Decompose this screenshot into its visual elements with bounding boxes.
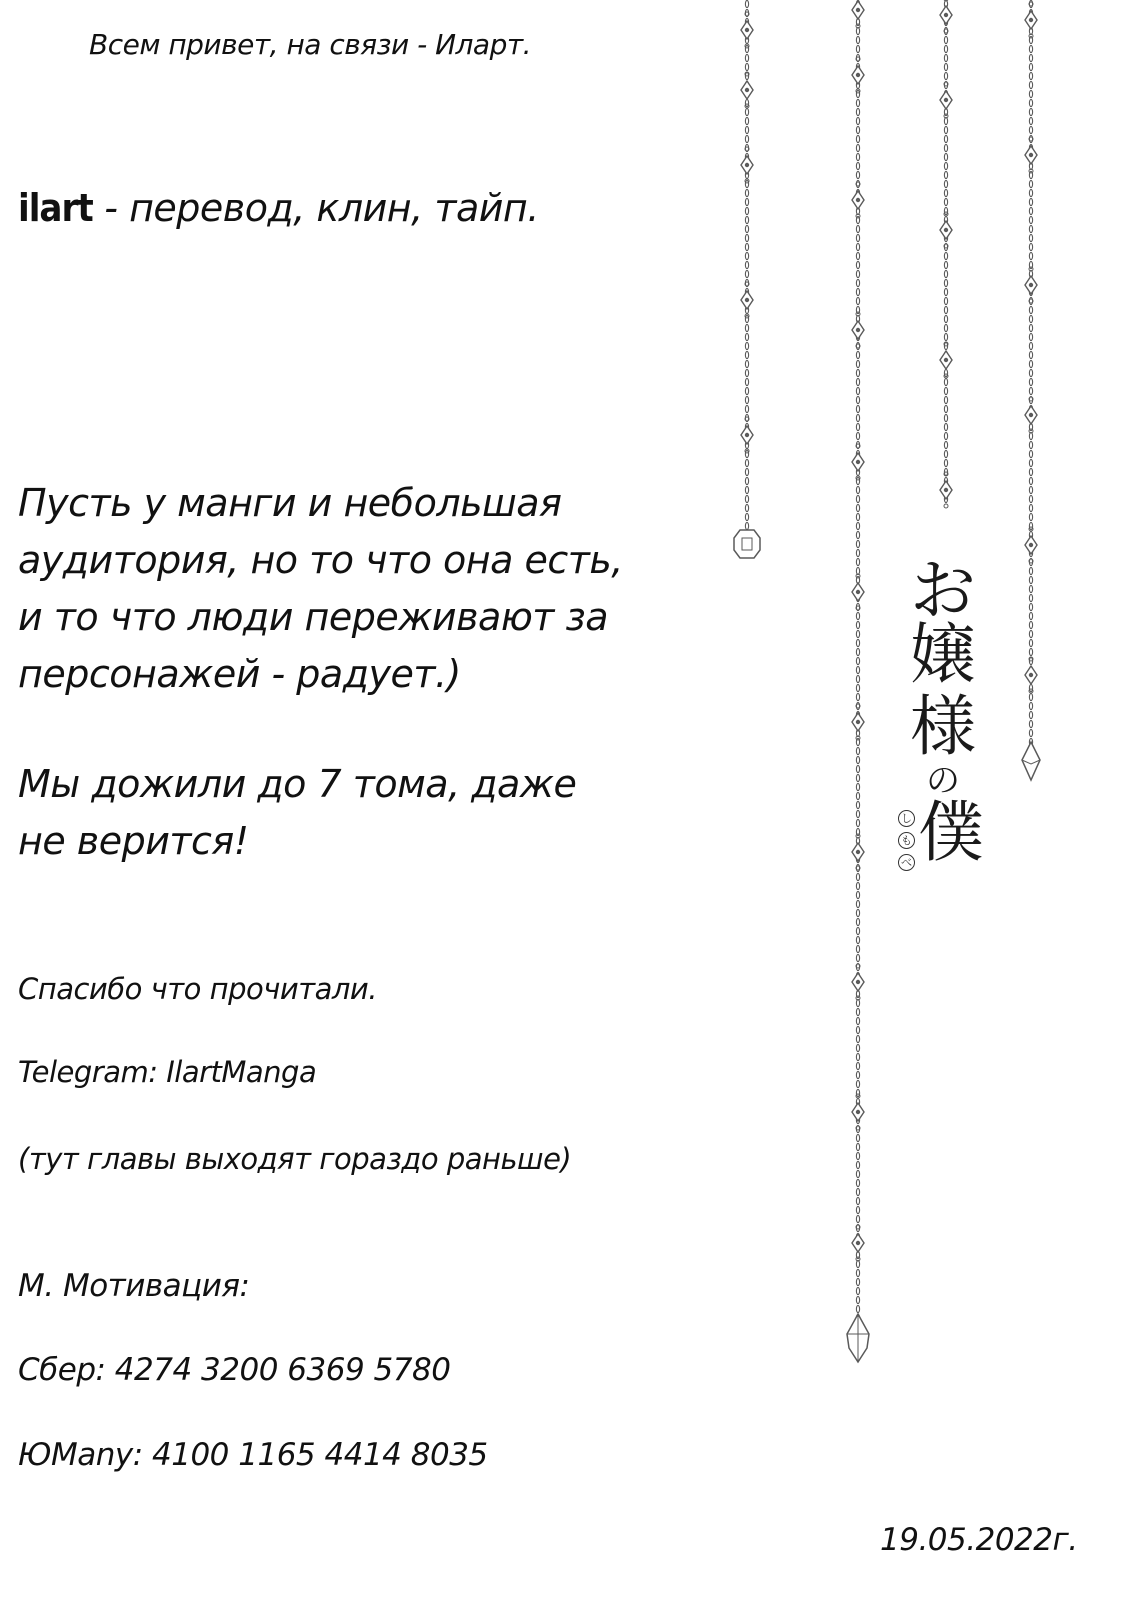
chain-bead <box>852 182 864 218</box>
chain-bead <box>852 312 864 348</box>
ruby-kana: し <box>898 810 915 827</box>
logo-char: 僕 <box>918 794 984 871</box>
logo-char: 嬢 <box>910 616 976 693</box>
chain-bead <box>1025 657 1037 693</box>
chain-bead <box>940 212 952 248</box>
chain-bead <box>852 704 864 740</box>
chain-bead <box>852 1225 864 1261</box>
chain-bead <box>852 444 864 480</box>
ruby-kana: べ <box>898 854 915 871</box>
paragraph-line: аудитория, но то что она есть, <box>18 538 623 582</box>
credits-line <box>18 186 539 230</box>
chain-bead <box>741 72 753 108</box>
logo-char: の <box>926 761 960 801</box>
chain-bead <box>1025 397 1037 433</box>
chain-bead <box>852 834 864 870</box>
chain-bead <box>852 57 864 93</box>
paragraph-line: и то что люди переживают за <box>18 595 609 639</box>
sber-card-line: Сбер: 4274 3200 6369 5780 <box>18 1352 451 1388</box>
date-stamp: 19.05.2022г. <box>880 1522 1078 1558</box>
chain-bead <box>940 342 952 378</box>
chain-bead <box>852 1094 864 1130</box>
chain-bead <box>852 0 864 28</box>
greeting-line: Всем привет, на связи - Иларт. <box>89 28 532 61</box>
chain-bead <box>852 964 864 1000</box>
chain-strand <box>847 0 869 1362</box>
message-paragraph-audience <box>18 475 623 703</box>
chain-bead <box>741 417 753 453</box>
credit-roles: - перевод, клин, тайп. <box>92 186 539 230</box>
chain-bead <box>1025 2 1037 38</box>
paragraph-line: персонажей - радует.) <box>18 652 461 696</box>
chain-strand <box>734 0 760 558</box>
chain-bead <box>940 472 952 508</box>
crystal-pendant <box>847 1314 869 1362</box>
chain-strand <box>1022 0 1040 780</box>
chain-bead <box>940 0 952 33</box>
message-paragraph-volume <box>18 756 576 870</box>
paragraph-line: не верится! <box>18 819 249 863</box>
chain-bead <box>741 12 753 48</box>
logo-char: 様 <box>910 688 976 765</box>
chain-strand <box>940 0 952 508</box>
umoney-line: ЮMany: 4100 1165 4414 8035 <box>18 1437 488 1473</box>
motivation-heading: М. Мотивация: <box>18 1268 250 1304</box>
gem-pendant <box>734 530 760 558</box>
paragraph-line: Пусть у манги и небольшая <box>18 481 562 525</box>
credit-name: ilart <box>18 186 93 230</box>
chain-bead <box>741 282 753 318</box>
paragraph-line: Мы дожили до 7 тома, даже <box>18 762 577 806</box>
ruby-kana: も <box>898 832 915 849</box>
manga-title-logo <box>896 552 992 888</box>
telegram-line: Telegram: IlartManga <box>18 1055 317 1089</box>
chain-bead <box>1025 527 1037 563</box>
chain-bead <box>1025 267 1037 303</box>
drop-pendant <box>1022 742 1040 780</box>
chain-bead <box>940 82 952 118</box>
telegram-note: (тут главы выходят гораздо раньше) <box>18 1142 572 1176</box>
thanks-line: Спасибо что прочитали. <box>18 972 377 1006</box>
chain-bead <box>741 147 753 183</box>
chain-bead <box>852 574 864 610</box>
chain-bead <box>1025 137 1037 173</box>
logo-char: お <box>910 552 976 629</box>
